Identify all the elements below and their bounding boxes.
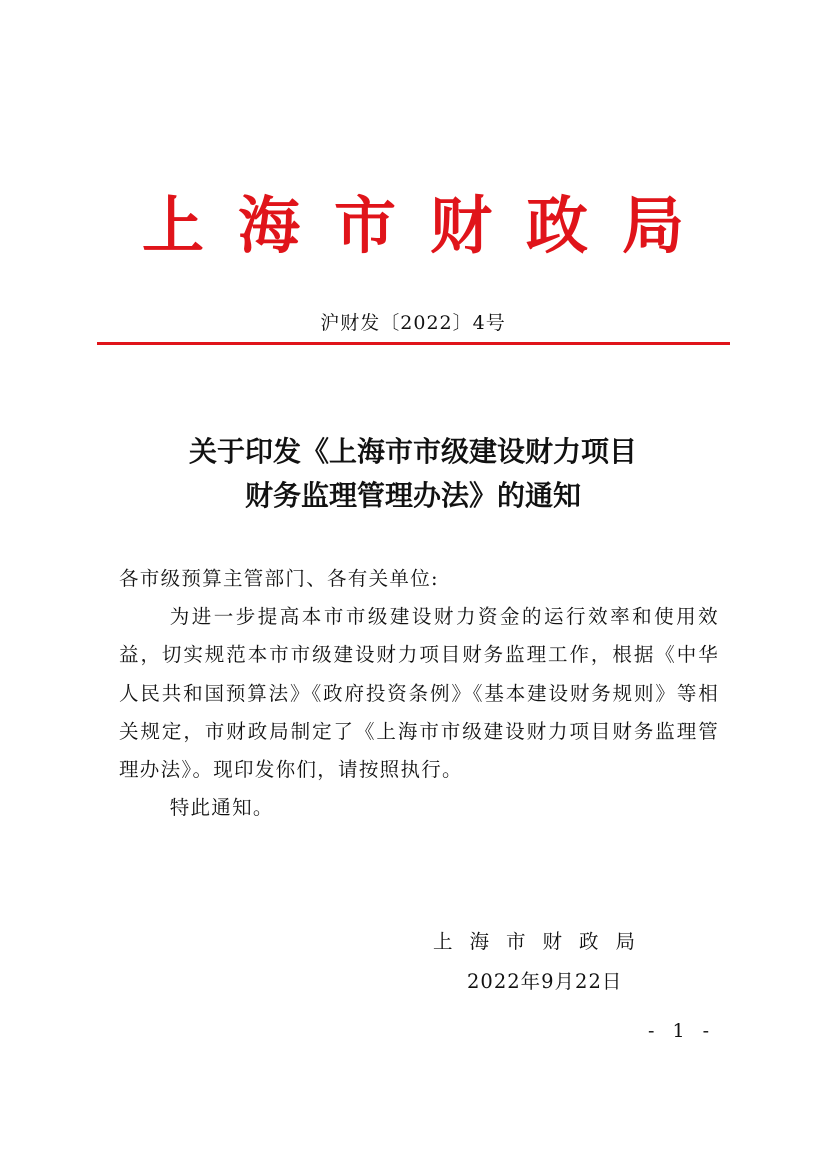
title-line-2: 财务监理管理办法》的通知: [244, 479, 581, 512]
document-body: [119, 560, 719, 827]
title-line-1: 关于印发《上海市市级建设财力项目: [188, 435, 637, 468]
document-title: [60, 430, 766, 518]
body-paragraph-2: 特此通知。: [169, 796, 274, 820]
page-number: - 1 -: [648, 1020, 716, 1042]
issuer-header: 上海市财政局: [141, 189, 718, 262]
signature-issuer: 上海市财政局: [433, 930, 653, 953]
signature-date: 2022年9月22日: [467, 970, 623, 993]
addressee: 各市级预算主管部门、各有关单位:: [119, 567, 439, 590]
body-paragraph-1: 为进一步提高本市市级建设财力资金的运行效率和使用效益，切实规范本市市级建设财力项目财务监理工作，根据《中华人民共和国预算法》《政府投资条例》《基本建设财务规则》等相关规定，市财政局制定了《上海市市级建设财力项目财务监理管理办法》。现印发你们，请按照执行。: [119, 605, 719, 782]
red-divider: [97, 342, 730, 345]
document-number: 沪财发〔2022〕4号: [320, 312, 506, 334]
